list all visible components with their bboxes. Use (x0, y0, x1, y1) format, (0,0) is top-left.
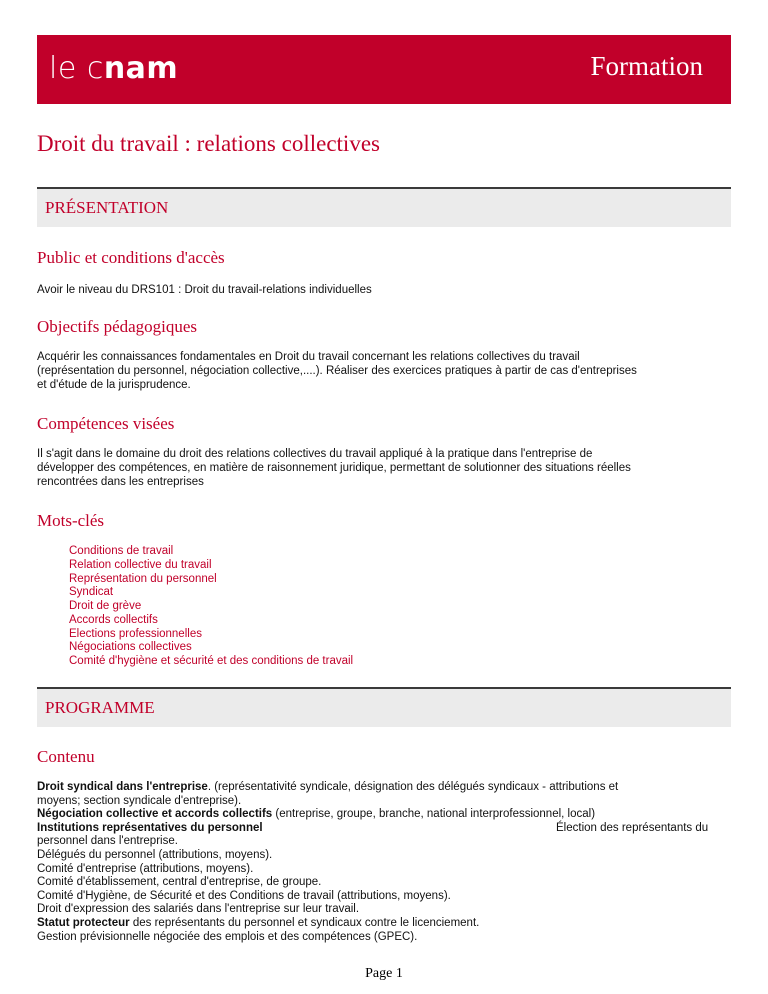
content-line: Gestion prévisionnelle négociée des emplois et des compétences (GPEC). (37, 930, 418, 943)
keyword-link[interactable]: Représentation du personnel (69, 572, 217, 585)
content-line: Négociation collective et accords collectifs (entreprise, groupe, branche, national interprofessionnel, local) (37, 808, 596, 821)
page-number: Page 1 (365, 966, 403, 981)
competences-text: Il s'agit dans le domaine du droit des relations collectives du travail appliqué à la pratique dans l'entreprise de développer des compétences, en matière de raisonnement juridique, permettant de solutionner des situations réelles rencontrées dans les entreprises (37, 448, 631, 488)
mots-cles-heading: Mots-clés (37, 511, 105, 530)
keyword-link[interactable]: Elections professionnelles (69, 627, 202, 640)
keyword-link[interactable]: Accords collectifs (69, 613, 158, 626)
keyword-link[interactable]: Droit de grève (69, 600, 142, 612)
keyword-list (69, 545, 353, 669)
contenu-heading: Contenu (37, 747, 95, 766)
objectifs-heading: Objectifs pédagogiques (37, 317, 198, 336)
header-banner (37, 35, 731, 104)
content-line: Délégués du personnel (attributions, moyens). (37, 848, 273, 861)
content-line: Comité d'entreprise (attributions, moyens). (37, 862, 254, 875)
content-line: Droit d'expression des salariés dans l'entreprise sur leur travail. (37, 903, 360, 916)
section-presentation-title: PRÉSENTATION (45, 198, 169, 217)
content-line: Comité d'Hygiène, de Sécurité et des Conditions de travail (attributions, moyens). (37, 889, 451, 902)
cnam-logo[interactable]: le cnam (49, 51, 179, 86)
keyword-link[interactable]: Syndicat (69, 586, 114, 599)
page-title: Droit du travail : relations collectives (37, 131, 380, 156)
contenu-text (37, 781, 737, 944)
objectifs-text: Acquérir les connaissances fondamentales en Droit du travail concernant les relations collectives du travail (représentation du personnel, négociation collective,....). Réaliser des exercices pratiques à partir de cas d'entreprises et d'étude de la jurisprudence. (37, 351, 637, 391)
keyword-link[interactable]: Relation collective du travail (69, 558, 212, 571)
public-text: Avoir le niveau du DRS101 : Droit du travail-relations individuelles (37, 284, 372, 296)
section-presentation (37, 187, 731, 227)
content-line: Comité d'établissement, central d'entreprise, de groupe. (37, 876, 322, 889)
content-line: Droit syndical dans l'entreprise. (représentativité syndicale, désignation des délégués syndicaux - attributions et (37, 781, 619, 793)
content-line: personnel dans l'entreprise. (37, 835, 178, 848)
competences-heading: Compétences visées (37, 414, 175, 433)
content-line: Institutions représentatives du personnel Élection des représentants du (37, 821, 709, 834)
content-line: Statut protecteur des représentants du personnel et syndicaux contre le licenciement. (37, 916, 480, 929)
keyword-link[interactable]: Conditions de travail (69, 545, 174, 557)
content-line: moyens; section syndicale d'entreprise). (37, 794, 242, 807)
public-heading: Public et conditions d'accès (37, 248, 225, 267)
keyword-link[interactable]: Négociations collectives (69, 641, 192, 654)
section-programme-title: PROGRAMME (45, 698, 155, 717)
section-programme (37, 687, 731, 727)
keyword-link[interactable]: Comité d'hygiène et sécurité et des conditions de travail (69, 655, 354, 667)
banner-label: Formation (590, 51, 703, 81)
